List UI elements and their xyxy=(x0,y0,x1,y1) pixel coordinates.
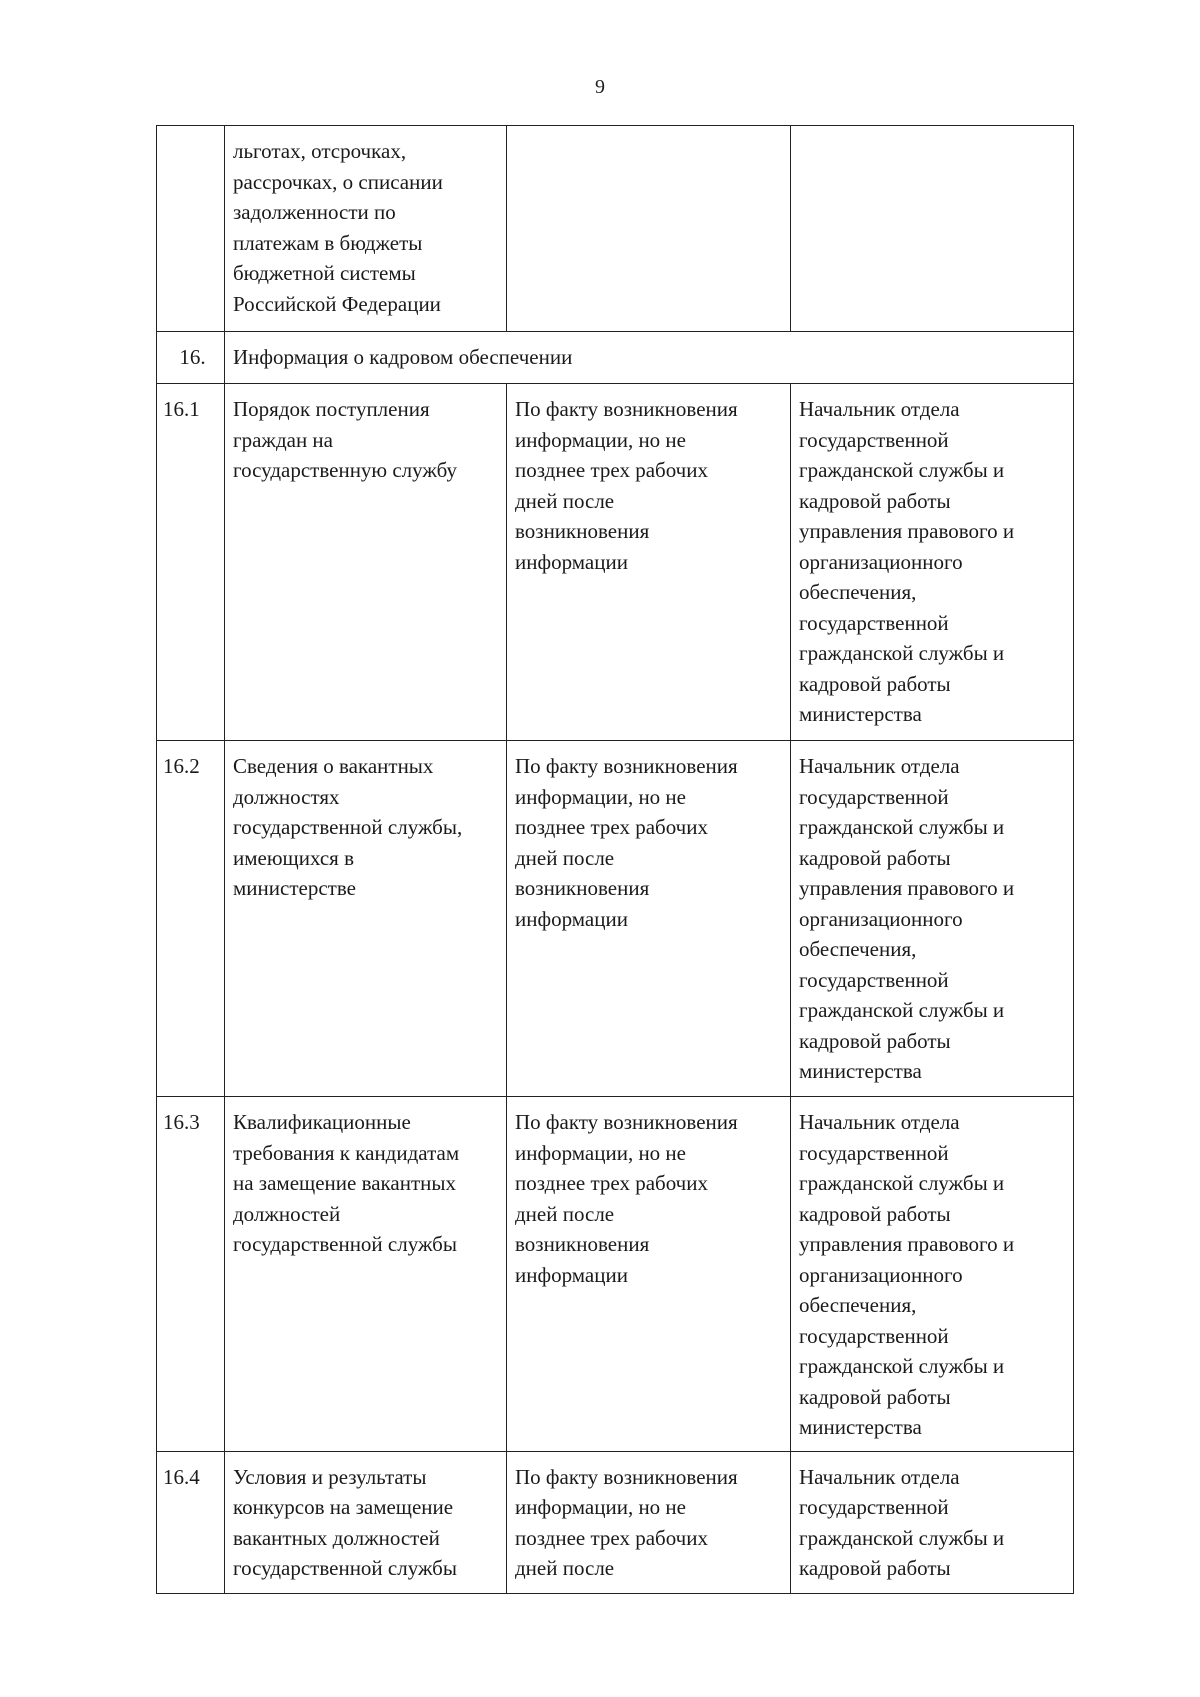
row-number: 16.2 xyxy=(157,741,225,1097)
cell-line: обеспечения, xyxy=(799,580,917,604)
cell-line: управления правового и xyxy=(799,1232,1015,1256)
cell-line: конкурсов на замещение xyxy=(233,1495,454,1519)
cell-line: Начальник отдела xyxy=(799,754,960,778)
cell-line: информации, но не xyxy=(515,1495,686,1519)
cell-line: информации, но не xyxy=(515,1140,686,1165)
cell-line: государственной xyxy=(799,427,949,452)
table-row-16-1 xyxy=(157,384,1074,741)
cell-line: информации xyxy=(515,1262,628,1287)
table-row-section-16 xyxy=(157,332,1074,384)
cell-line: должностей xyxy=(233,1201,341,1226)
information-table xyxy=(156,125,1074,1594)
row-number: 16.4 xyxy=(157,1451,225,1593)
cell-line: льготах, отсрочках, xyxy=(233,139,407,163)
cell-line: задолженности по xyxy=(233,200,396,224)
cell-responsible xyxy=(791,126,1074,332)
cell-line: министерства xyxy=(799,1059,922,1083)
cell-deadline xyxy=(507,741,791,1097)
cell-responsible xyxy=(791,741,1074,1097)
cell-line: гражданской службы и xyxy=(799,1354,1005,1378)
table-row-continuation xyxy=(157,126,1074,332)
cell-num xyxy=(157,126,225,332)
cell-line: Порядок поступления xyxy=(233,397,430,421)
cell-line: министерства xyxy=(799,702,922,726)
cell-line: должностях xyxy=(233,784,340,809)
cell-line: информации, но не xyxy=(515,427,686,452)
cell-line: дней после xyxy=(515,488,615,513)
cell-line: требования к кандидатам xyxy=(233,1140,460,1165)
cell-line: управления правового и xyxy=(799,876,1015,900)
cell-line: граждан на xyxy=(233,427,333,452)
cell-description xyxy=(225,1451,507,1593)
cell-description xyxy=(225,384,507,741)
cell-line: возникновения xyxy=(515,519,650,543)
cell-line: министерства xyxy=(799,1415,922,1439)
cell-line: информации, но не xyxy=(515,784,686,809)
cell-line: Условия и результаты xyxy=(233,1464,427,1489)
cell-line: дней после xyxy=(515,845,615,870)
cell-responsible xyxy=(791,384,1074,741)
cell-line: кадровой работы xyxy=(799,1201,951,1226)
cell-line: рассрочках, о списании xyxy=(233,169,443,194)
cell-line: возникновения xyxy=(515,876,650,900)
cell-line: позднее трех рабочих xyxy=(515,1171,708,1195)
cell-deadline xyxy=(507,1097,791,1452)
cell-line: организационного xyxy=(799,1262,963,1287)
cell-line: гражданской службы и xyxy=(799,815,1005,839)
cell-line: государственной xyxy=(799,610,949,635)
cell-line: кадровой работы xyxy=(799,845,951,870)
cell-line: управления правового и xyxy=(799,519,1015,543)
cell-line: дней после xyxy=(515,1556,615,1580)
cell-line: По факту возникновения xyxy=(515,1464,738,1489)
section-number: 16. xyxy=(157,332,225,384)
cell-line: организационного xyxy=(799,549,963,574)
row-number: 16.3 xyxy=(157,1097,225,1452)
cell-line: гражданской службы и xyxy=(799,458,1005,482)
cell-line: гражданской службы и xyxy=(799,641,1005,665)
cell-line: кадровой работы xyxy=(799,1028,951,1053)
cell-line: возникновения xyxy=(515,1232,650,1256)
cell-line: государственную службу xyxy=(233,458,458,482)
cell-line: Сведения о вакантных xyxy=(233,754,434,778)
section-title: Информация о кадровом обеспечении xyxy=(225,332,1074,384)
cell-description xyxy=(225,1097,507,1452)
cell-deadline xyxy=(507,126,791,332)
cell-line: государственной службы xyxy=(233,1232,457,1256)
cell-line: бюджетной системы xyxy=(233,261,416,285)
cell-line: Начальник отдела xyxy=(799,397,960,421)
cell-line: информации xyxy=(515,906,628,931)
cell-line: кадровой работы xyxy=(799,1556,951,1580)
cell-line: Начальник отдела xyxy=(799,1464,960,1489)
cell-line: По факту возникновения xyxy=(515,1110,738,1134)
cell-line: государственной службы xyxy=(233,1556,457,1580)
cell-line: вакантных должностей xyxy=(233,1525,440,1550)
cell-line: государственной xyxy=(799,1323,949,1348)
cell-deadline xyxy=(507,384,791,741)
cell-line: государственной службы, xyxy=(233,815,463,839)
cell-line: информации xyxy=(515,549,628,574)
cell-line: министерстве xyxy=(233,876,356,900)
cell-description xyxy=(225,741,507,1097)
cell-line: на замещение вакантных xyxy=(233,1171,457,1195)
page-number: 9 xyxy=(595,76,605,98)
cell-line: дней после xyxy=(515,1201,615,1226)
cell-line: По факту возникновения xyxy=(515,397,738,421)
cell-line: организационного xyxy=(799,906,963,931)
cell-responsible xyxy=(791,1451,1074,1593)
table-row-16-4 xyxy=(157,1451,1074,1593)
table-row-16-3 xyxy=(157,1097,1074,1452)
cell-line: По факту возникновения xyxy=(515,754,738,778)
cell-deadline xyxy=(507,1451,791,1593)
cell-line: обеспечения, xyxy=(799,937,917,961)
cell-line: обеспечения, xyxy=(799,1293,917,1317)
cell-line: позднее трех рабочих xyxy=(515,1525,708,1550)
cell-line: государственной xyxy=(799,1140,949,1165)
table-row-16-2 xyxy=(157,741,1074,1097)
cell-line: гражданской службы и xyxy=(799,1171,1005,1195)
cell-line: кадровой работы xyxy=(799,488,951,513)
cell-line: позднее трех рабочих xyxy=(515,458,708,482)
cell-line: имеющихся в xyxy=(233,845,354,870)
cell-line: государственной xyxy=(799,784,949,809)
cell-line: позднее трех рабочих xyxy=(515,815,708,839)
cell-line: гражданской службы и xyxy=(799,998,1005,1022)
cell-description xyxy=(225,126,507,332)
cell-line: Начальник отдела xyxy=(799,1110,960,1134)
cell-line: государственной xyxy=(799,1495,949,1519)
cell-line: платежам в бюджеты xyxy=(233,230,423,255)
row-number: 16.1 xyxy=(157,384,225,741)
cell-line: Российской Федерации xyxy=(233,291,441,316)
cell-line: гражданской службы и xyxy=(799,1525,1005,1550)
cell-line: государственной xyxy=(799,967,949,992)
cell-responsible xyxy=(791,1097,1074,1452)
cell-line: кадровой работы xyxy=(799,1384,951,1409)
cell-line: кадровой работы xyxy=(799,671,951,696)
cell-line: Квалификационные xyxy=(233,1110,411,1134)
